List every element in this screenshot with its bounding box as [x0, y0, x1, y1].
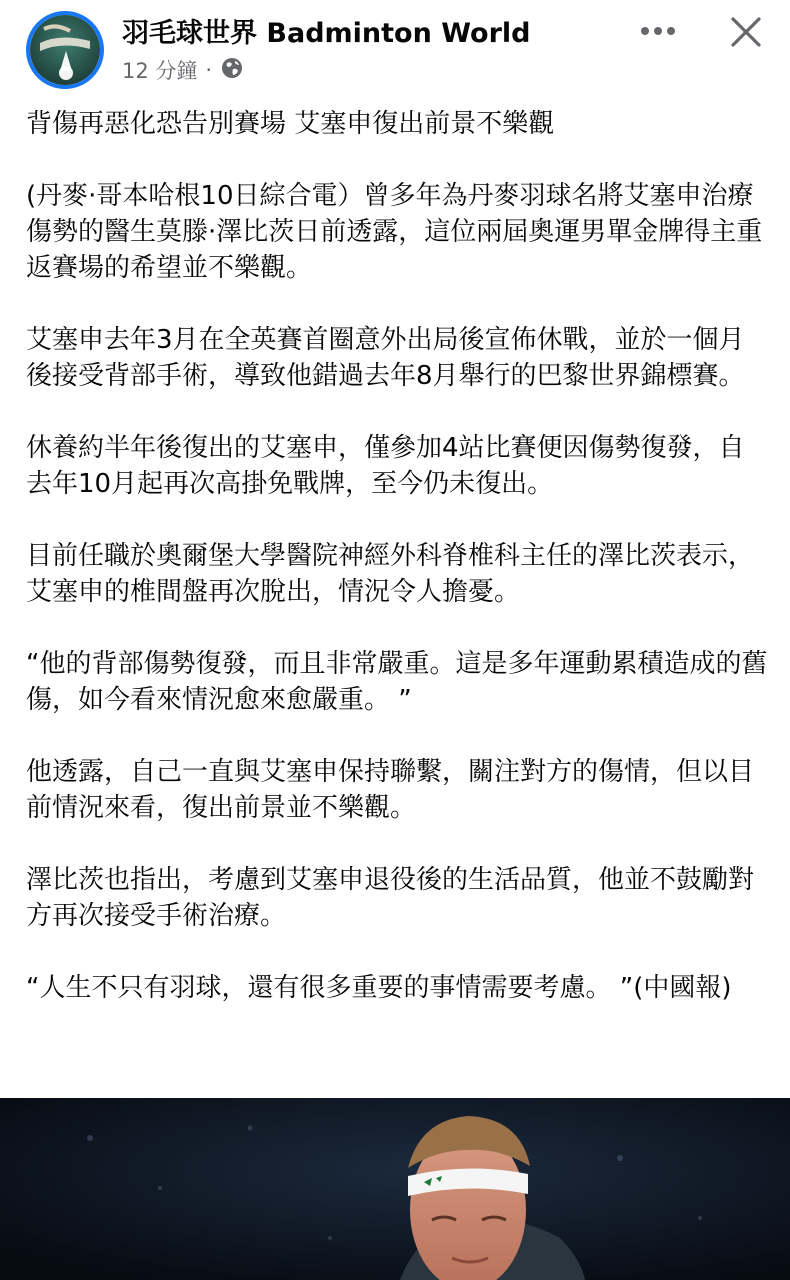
post-text: [26, 106, 770, 1042]
post-paragraph: 休養約半年後復出的艾塞申，僅參加4站比賽便因傷勢復發，自去年10月起再次高掛免戰牌，至今仍未復出。: [26, 433, 745, 499]
post-paragraph: “他的背部傷勢復發，而且非常嚴重。這是多年運動累積造成的舊傷，如今看來情況愈來愈嚴重。 ”: [26, 649, 768, 715]
page-name[interactable]: 羽毛球世界 Badminton World: [122, 18, 531, 49]
close-icon: [730, 16, 762, 48]
globe-icon[interactable]: [220, 56, 244, 85]
post-paragraph: “人生不只有羽球，還有很多重要的事情需要考慮。 ”(中國報): [26, 973, 732, 1003]
post-paragraph: (丹麥·哥本哈根10日綜合電）曾多年為丹麥羽球名將艾塞申治療傷勢的醫生莫滕·澤比茨日前透露，這位兩屆奧運男單金牌得主重返賽場的希望並不樂觀。: [26, 181, 763, 283]
post-paragraph: 目前任職於奧爾堡大學醫院神經外科脊椎科主任的澤比茨表示，艾塞申的椎間盤再次脫出，情況令人擔憂。: [26, 541, 755, 607]
post-meta: [122, 56, 244, 84]
post-header: [0, 0, 790, 96]
more-options-button[interactable]: [636, 16, 680, 46]
more-dots-icon: [640, 26, 676, 36]
meta-separator: ·: [205, 58, 213, 82]
post-headline: 背傷再惡化恐告別賽場 艾塞申復出前景不樂觀: [26, 109, 555, 139]
close-button[interactable]: [726, 12, 766, 52]
post-photo[interactable]: [0, 1098, 790, 1280]
avatar-image: [30, 15, 100, 85]
post-time[interactable]: 12 分鐘: [122, 59, 198, 83]
post-paragraph: 艾塞申去年3月在全英賽首圈意外出局後宣佈休戰，並於一個月後接受背部手術，導致他錯過去年8月舉行的巴黎世界錦標賽。: [26, 325, 745, 391]
post-paragraph: 他透露，自己一直與艾塞申保持聯繫，關注對方的傷情，但以目前情況來看，復出前景並不樂觀。: [26, 757, 755, 823]
post-paragraph: 澤比茨也指出，考慮到艾塞申退役後的生活品質，他並不鼓勵對方再次接受手術治療。: [26, 865, 755, 931]
athlete-photo: [0, 1098, 790, 1280]
page-avatar[interactable]: [26, 11, 104, 89]
